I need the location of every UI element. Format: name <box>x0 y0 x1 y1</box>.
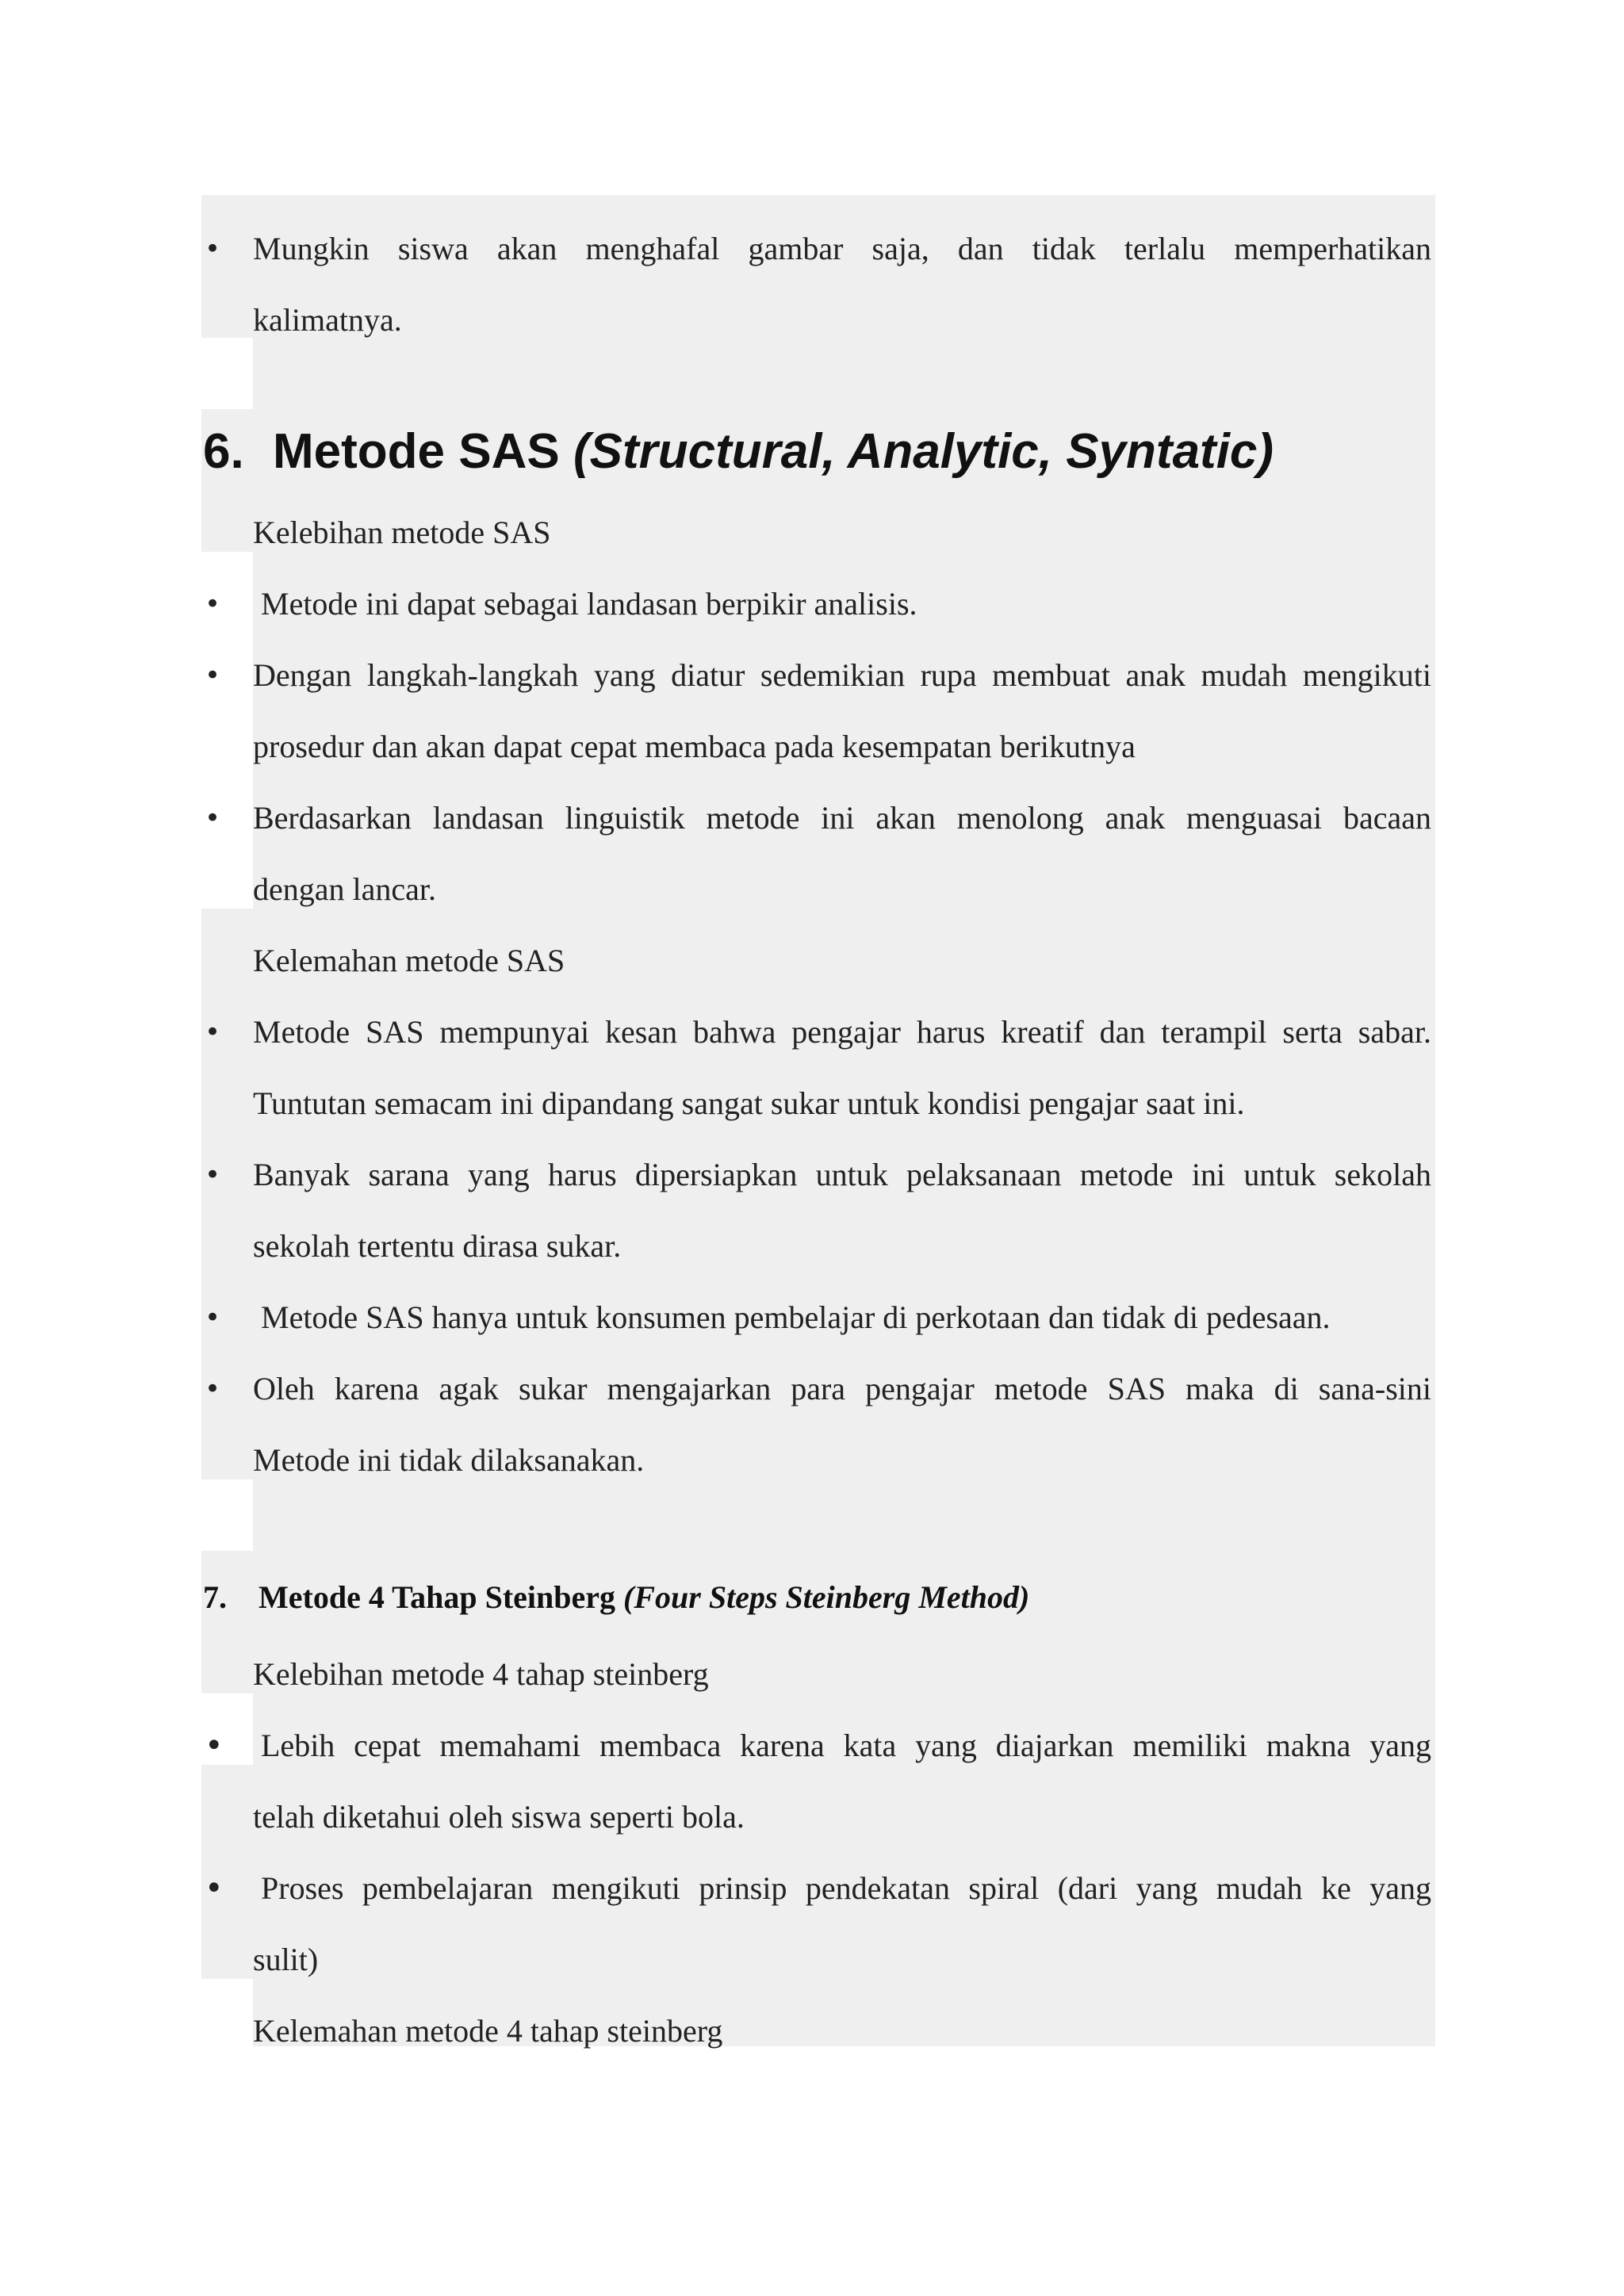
bullet-text: Mungkin siswa akan menghafal gambar saja, dan tidak terlalu memperhatikan <box>253 231 1431 266</box>
bullet-text-continuation: kalimatnya. <box>253 302 402 338</box>
bullet-icon: • <box>205 588 221 620</box>
bullet-icon: • <box>205 802 221 834</box>
bullet-icon: • <box>205 233 221 265</box>
subheading-disadvantages: Kelemahan metode SAS <box>253 943 565 978</box>
bullet-text-continuation: sekolah tertentu dirasa sukar. <box>253 1228 622 1264</box>
bullet-icon: • <box>205 1870 224 1907</box>
bullet-icon: • <box>205 1728 224 1764</box>
bullet-text-continuation: prosedur dan akan dapat cepat membaca pada kesempatan berikutnya <box>253 729 1136 764</box>
section-title-italic: (Structural, Analytic, Syntatic) <box>573 424 1274 479</box>
shade-block <box>253 338 1435 409</box>
section-7-heading <box>203 1578 1029 1617</box>
bullet-icon: • <box>205 1159 221 1191</box>
section-number: 7. <box>203 1579 227 1615</box>
section-title-italic: (Four Steps Steinberg Method) <box>623 1579 1030 1615</box>
bullet-text-continuation: Metode ini tidak dilaksanakan. <box>253 1442 645 1478</box>
shade-block <box>253 1479 1435 1551</box>
section-6-heading <box>203 424 1274 480</box>
bullet-text: Oleh karena agak sukar mengajarkan para pengajar metode SAS maka di sana-sini <box>253 1371 1431 1406</box>
bullet-icon: • <box>205 660 221 691</box>
bullet-icon: • <box>205 1302 221 1334</box>
subheading-advantages: Kelebihan metode 4 tahap steinberg <box>253 1656 709 1692</box>
bullet-text: Metode SAS mempunyai kesan bahwa pengajar harus kreatif dan terampil serta sabar. <box>253 1014 1431 1050</box>
subheading-disadvantages: Kelemahan metode 4 tahap steinberg <box>253 2013 723 2049</box>
bullet-icon: • <box>205 1016 221 1048</box>
bullet-text: Banyak sarana yang harus dipersiapkan untuk pelaksanaan metode ini untuk sekolah <box>253 1157 1431 1192</box>
bullet-text: Dengan langkah-langkah yang diatur sedemikian rupa membuat anak mudah mengikuti <box>253 657 1431 693</box>
bullet-text: Metode ini dapat sebagai landasan berpikir analisis. <box>261 586 917 622</box>
bullet-text: Proses pembelajaran mengikuti prinsip pendekatan spiral (dari yang mudah ke yang <box>261 1870 1431 1906</box>
bullet-text-continuation: sulit) <box>253 1942 319 1977</box>
bullet-icon: • <box>205 1373 221 1405</box>
bullet-text: Metode SAS hanya untuk konsumen pembelajar di perkotaan dan tidak di pedesaan. <box>261 1299 1331 1335</box>
bullet-text-continuation: telah diketahui oleh siswa seperti bola. <box>253 1799 745 1835</box>
bullet-text-continuation: Tuntutan semacam ini dipandang sangat sukar untuk kondisi pengajar saat ini. <box>253 1085 1245 1121</box>
subheading-advantages: Kelebihan metode SAS <box>253 515 551 550</box>
section-title: Metode SAS <box>273 424 560 479</box>
bullet-text: Lebih cepat memahami membaca karena kata yang diajarkan memiliki makna yang <box>261 1728 1431 1763</box>
section-title: Metode 4 Tahap Steinberg <box>259 1579 616 1615</box>
bullet-text-continuation: dengan lancar. <box>253 871 436 907</box>
bullet-text: Berdasarkan landasan linguistik metode ini akan menolong anak menguasai bacaan <box>253 800 1431 836</box>
section-number: 6. <box>203 424 244 479</box>
